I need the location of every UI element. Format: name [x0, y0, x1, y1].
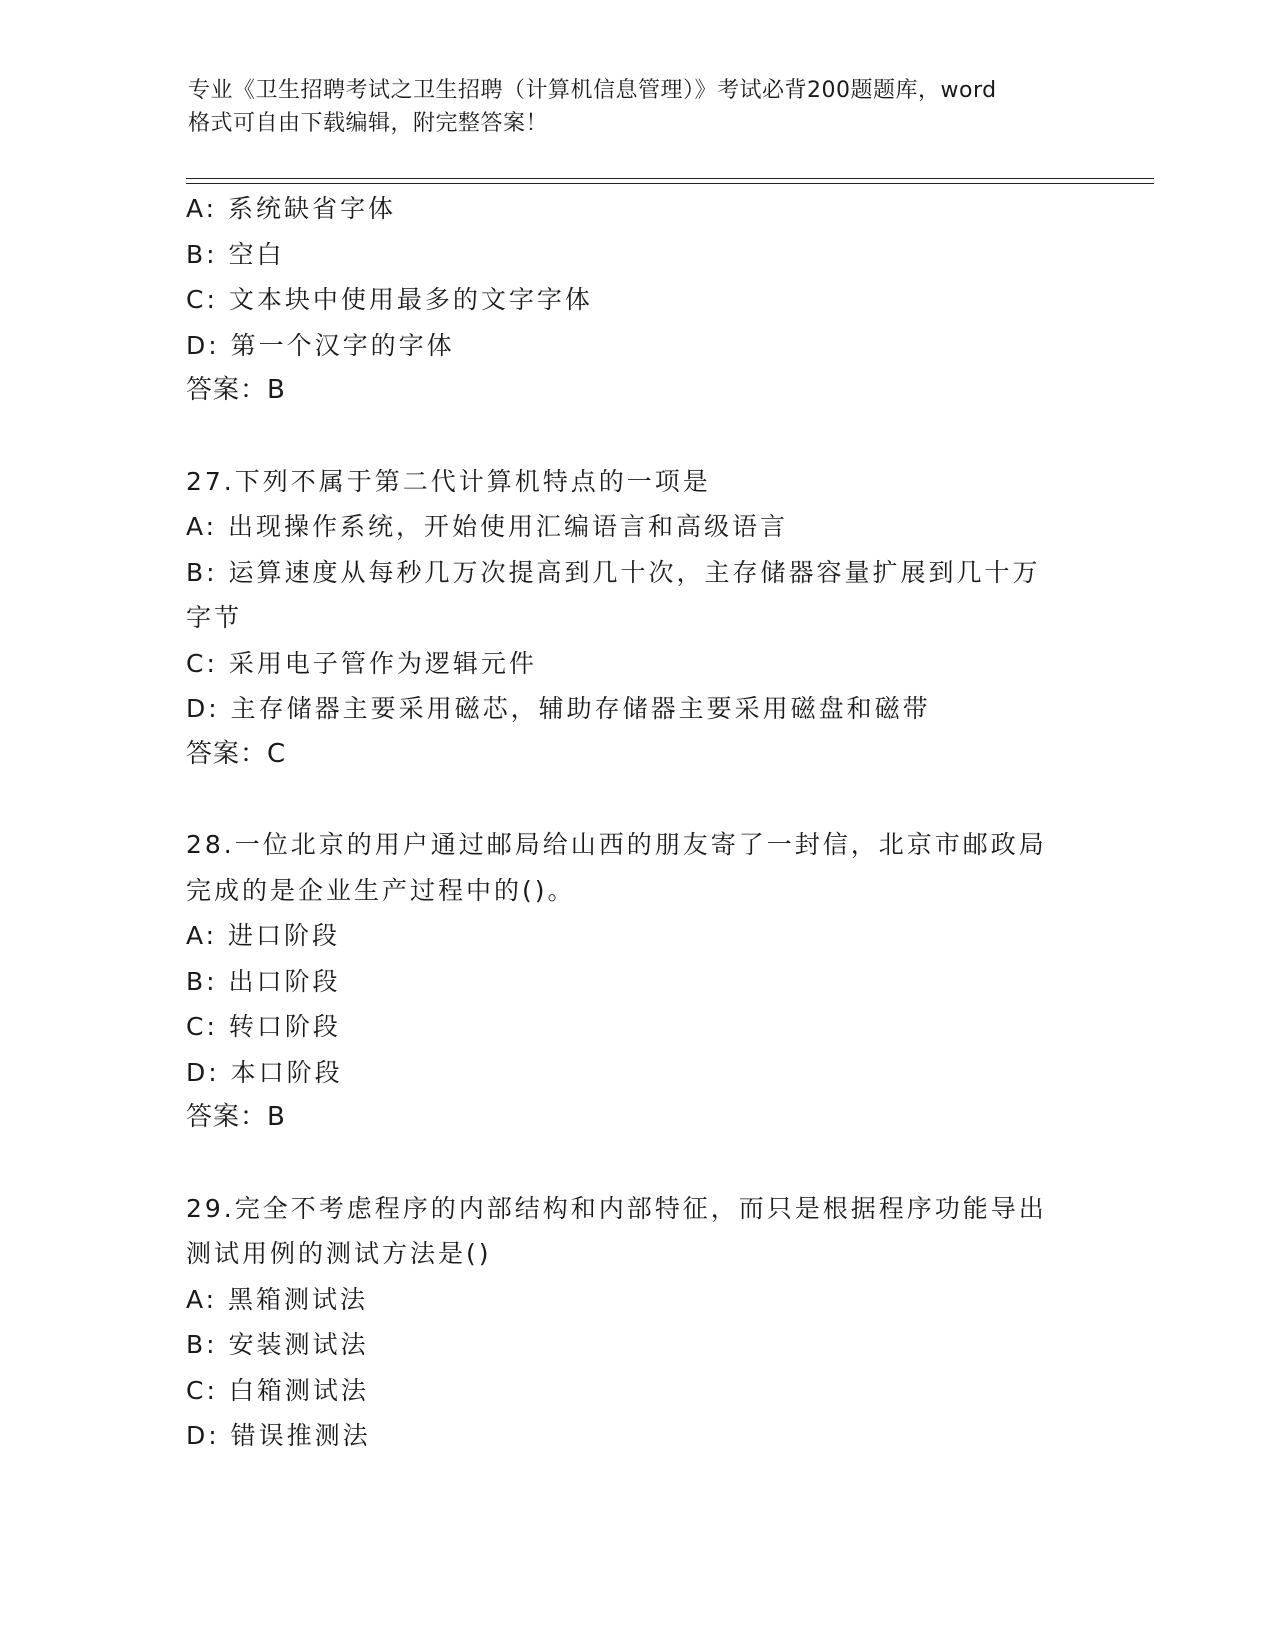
option-d: D: 本口阶段: [186, 1057, 343, 1087]
header-line-2: 格式可自由下载编辑，附完整答案！: [188, 111, 549, 136]
question-26-continued: [186, 186, 1086, 414]
option-b: B: 安装测试法: [186, 1330, 369, 1359]
option-c: C: 白箱测试法: [186, 1375, 369, 1405]
option-b: B: 出口阶段: [186, 966, 341, 996]
option-c: C: 文本块中使用最多的文字字体: [186, 285, 593, 314]
option-b-continued: 字节: [186, 603, 243, 632]
spacer: [186, 1141, 1086, 1186]
option-a: A: 进口阶段: [186, 921, 341, 950]
question-text: 27.下列不属于第二代计算机特点的一项是: [186, 466, 711, 496]
option-b: B: 运算速度从每秒几万次提高到几十次，主存储器容量扩展到几十万: [186, 557, 1041, 587]
answer-line: 答案：B: [186, 1102, 286, 1132]
question-list: [186, 186, 1086, 1459]
option-c: C: 采用电子管作为逻辑元件: [186, 648, 537, 678]
question-text-continued: 完成的是企业生产过程中的()。: [186, 875, 576, 905]
option-b: B: 空白: [186, 239, 285, 269]
option-c: C: 转口阶段: [186, 1012, 341, 1041]
question-27: [186, 459, 1086, 778]
question-text: 28.一位北京的用户通过邮局给山西的朋友寄了一封信，北京市邮政局: [186, 830, 1047, 859]
spacer: [186, 777, 1086, 822]
option-d: D: 第一个汉字的字体: [186, 330, 455, 360]
spacer: [186, 414, 1086, 459]
header-rule-top: [186, 178, 1154, 179]
header-rule-bottom: [186, 183, 1154, 184]
option-a: A: 系统缺省字体: [186, 194, 397, 223]
document-header: [188, 74, 1088, 140]
option-d: D: 错误推测法: [186, 1421, 371, 1450]
answer-line: 答案：C: [186, 738, 287, 769]
question-29: [186, 1186, 1086, 1459]
option-a: A: 黑箱测试法: [186, 1284, 369, 1314]
question-text-continued: 测试用例的测试方法是(): [186, 1239, 492, 1268]
question-text: 29.完全不考虑程序的内部结构和内部特征，而只是根据程序功能导出: [186, 1193, 1047, 1223]
question-28: [186, 822, 1086, 1141]
header-line-1: 专业《卫生招聘考试之卫生招聘（计算机信息管理）》考试必背200题题库，word: [188, 78, 997, 103]
answer-line: 答案：B: [186, 375, 286, 405]
option-d: D: 主存储器主要采用磁芯，辅助存储器主要采用磁盘和磁带: [186, 694, 931, 723]
option-a: A: 出现操作系统，开始使用汇编语言和高级语言: [186, 512, 789, 541]
